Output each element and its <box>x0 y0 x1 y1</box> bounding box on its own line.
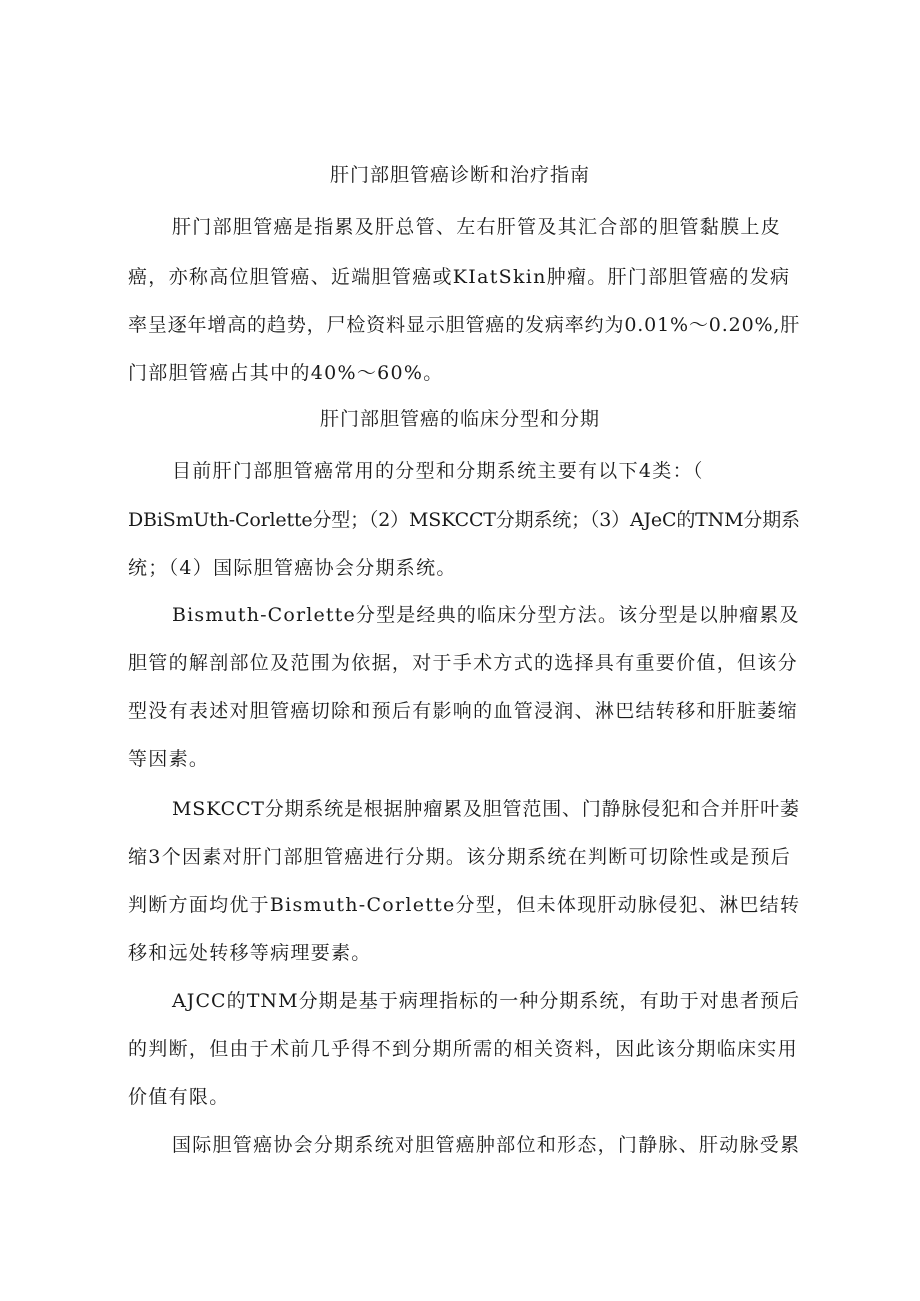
paragraph-line: 胆管的解剖部位及范围为依据，对于手术方式的选择具有重要价值，但该分 <box>128 652 798 674</box>
paragraph-line: 等因素。 <box>128 748 210 770</box>
paragraph-line: Bismuth-Corlette分型是经典的临床分型方法。该分型是以肿瘤累及 <box>172 604 800 626</box>
paragraph-line: 缩3个因素对肝门部胆管癌进行分期。该分期系统在判断可切除性或是预后 <box>128 846 791 868</box>
paragraph-line: 移和远处转移等病理要素。 <box>128 942 372 964</box>
document-title: 肝门部胆管癌诊断和治疗指南 <box>329 164 590 186</box>
paragraph-line: 门部胆管癌占其中的40%～60%。 <box>128 362 444 384</box>
paragraph-line: MSKCCT分期系统是根据肿瘤累及胆管范围、门静脉侵犯和合并肝叶萎 <box>172 798 800 820</box>
section-heading: 肝门部胆管癌的临床分型和分期 <box>319 408 600 430</box>
paragraph-line: 目前肝门部胆管癌常用的分型和分期系统主要有以下4类：（ <box>172 460 704 482</box>
paragraph-line: 率呈逐年增高的趋势，尸检资料显示胆管癌的发病率约为0.01%～0.20%,肝 <box>128 314 801 336</box>
paragraph-line: 价值有限。 <box>128 1086 230 1108</box>
paragraph-line: 癌，亦称高位胆管癌、近端胆管癌或KIatSkin肿瘤。肝门部胆管癌的发病 <box>128 266 791 288</box>
paragraph-line: DBiSmUth-Corlette分型；（2）MSKCCT分期系统；（3）AJeC的TNM分期系 <box>128 509 800 531</box>
paragraph-line: AJCC的TNM分期是基于病理指标的一种分期系统，有助于对患者预后 <box>172 990 801 1012</box>
paragraph-line: 型没有表述对胆管癌切除和预后有影响的血管浸润、淋巴结转移和肝脏萎缩 <box>128 700 798 722</box>
paragraph-line: 肝门部胆管癌是指累及肝总管、左右肝管及其汇合部的胆管黏膜上皮 <box>172 216 782 238</box>
paragraph-line: 的判断，但由于术前几乎得不到分期所需的相关资料，因此该分期临床实用 <box>128 1038 798 1060</box>
paragraph-line: 判断方面均优于Bismuth-Corlette分型，但未体现肝动脉侵犯、淋巴结转 <box>128 894 801 916</box>
paragraph-line: 统；（4）国际胆管癌协会分期系统。 <box>128 557 457 579</box>
paragraph-line: 国际胆管癌协会分期系统对胆管癌肿部位和形态，门静脉、肝动脉受累 <box>172 1134 801 1156</box>
